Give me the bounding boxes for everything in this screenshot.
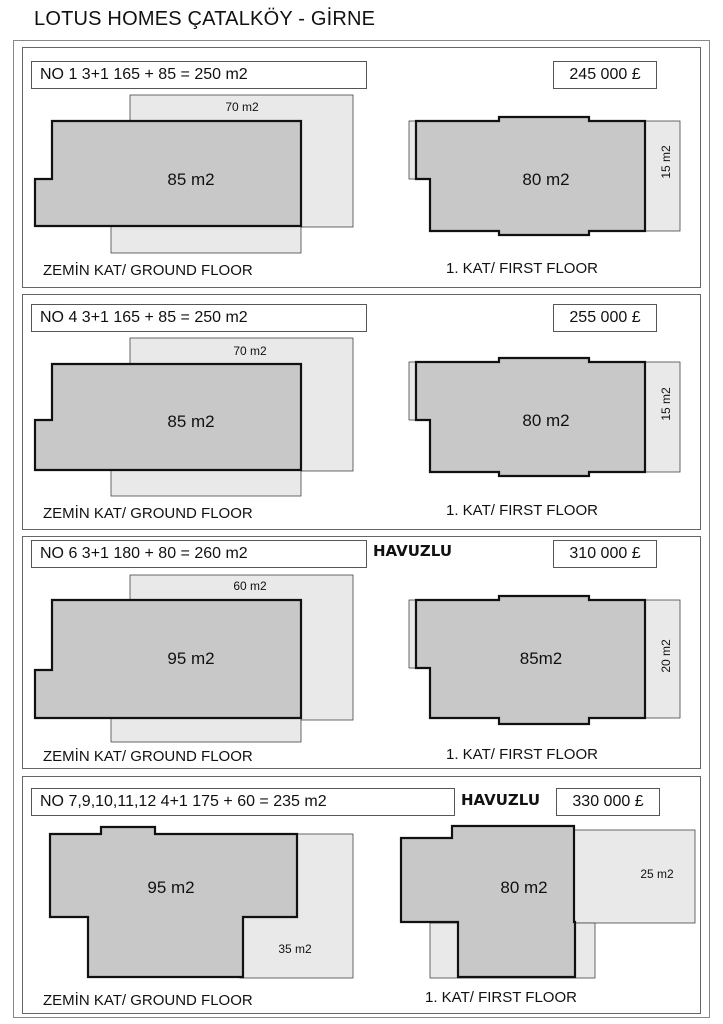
first-extra-label: 15 m2 — [659, 145, 673, 179]
ground-area-label: 95 m2 — [167, 649, 215, 668]
first-extra-label: 20 m2 — [659, 639, 673, 673]
first-extra-label: 15 m2 — [659, 387, 673, 421]
first-floor-label: 1. KAT/ FIRST FLOOR — [425, 989, 577, 1006]
ground-extra-label: 60 m2 — [233, 579, 267, 593]
first-floor-label: 1. KAT/ FIRST FLOOR — [446, 502, 598, 519]
first-area-label: 80 m2 — [500, 878, 548, 897]
ground-floor-label: ZEMİN KAT/ GROUND FLOOR — [43, 748, 253, 765]
pool-tag: HAVUZLU — [373, 542, 453, 560]
ground-extra-label: 70 m2 — [225, 100, 259, 114]
first-floor-label: 1. KAT/ FIRST FLOOR — [446, 260, 598, 277]
pool-tag: HAVUZLU — [461, 791, 541, 809]
ground-area-label: 95 m2 — [147, 878, 195, 897]
price-box: 255 000 £ — [553, 304, 657, 332]
unit-label: NO 7,9,10,11,12 4+1 175 + 60 = 235 m2 — [31, 788, 455, 816]
first-floor-label: 1. KAT/ FIRST FLOOR — [446, 746, 598, 763]
price-box: 245 000 £ — [553, 61, 657, 89]
price-box: 330 000 £ — [556, 788, 660, 816]
ground-extra-label: 70 m2 — [233, 344, 267, 358]
unit-label: NO 1 3+1 165 + 85 = 250 m2 — [31, 61, 367, 89]
ground-floor-label: ZEMİN KAT/ GROUND FLOOR — [43, 505, 253, 522]
page-title: LOTUS HOMES ÇATALKÖY - GİRNE — [34, 8, 376, 30]
ground-area-label: 85 m2 — [167, 170, 215, 189]
first-extension — [573, 830, 695, 923]
ground-floor-label: ZEMİN KAT/ GROUND FLOOR — [43, 992, 253, 1009]
first-floor-plan — [401, 826, 575, 977]
price-box: 310 000 £ — [553, 540, 657, 568]
unit-label: NO 4 3+1 165 + 85 = 250 m2 — [31, 304, 367, 332]
first-extra-label: 25 m2 — [640, 867, 674, 881]
first-area-label: 85m2 — [519, 649, 563, 668]
first-area-label: 80 m2 — [522, 170, 570, 189]
ground-floor-label: ZEMİN KAT/ GROUND FLOOR — [43, 262, 253, 279]
ground-extra-label: 35 m2 — [278, 942, 312, 956]
first-area-label: 80 m2 — [522, 411, 570, 430]
ground-area-label: 85 m2 — [167, 412, 215, 431]
unit-label: NO 6 3+1 180 + 80 = 260 m2 — [31, 540, 367, 568]
